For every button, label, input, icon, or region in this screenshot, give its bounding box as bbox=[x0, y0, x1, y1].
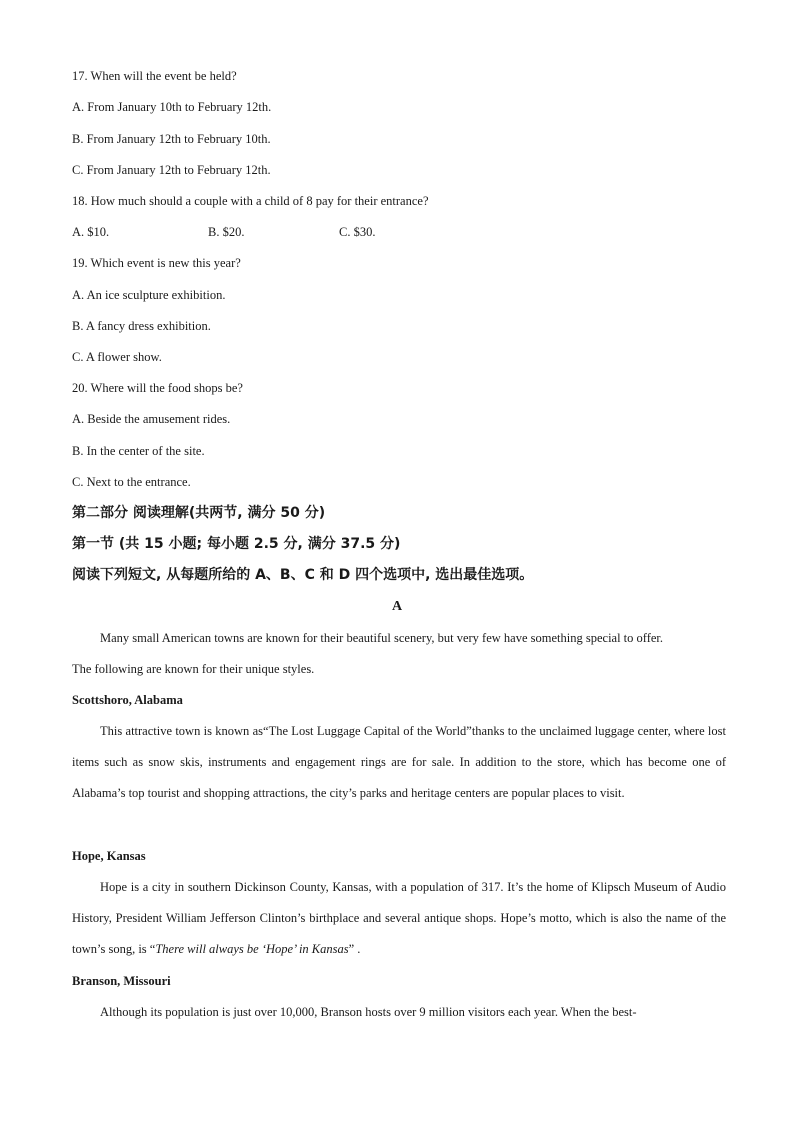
passage-letter: A bbox=[391, 599, 403, 614]
question-17-option-c: C. From January 12th to February 12th. bbox=[72, 163, 271, 177]
town-paragraph-scottshoro: This attractive town is known as“The Lost Luggage Capital of the World”thanks to the unclaimed luggage center, where lost items such as snow skis, instruments and engagement rings are for sale. In addition to the store, which has become one of Alabama’s top tourist and shopping attractions, the city’s parks and heritage centers are popular places to visit. bbox=[72, 724, 726, 801]
question-18-option-a: A. $10. bbox=[72, 225, 110, 239]
question-20-option-c: C. Next to the entrance. bbox=[72, 475, 191, 489]
question-19-option-a: A. An ice sculpture exhibition. bbox=[72, 288, 226, 302]
passage-intro-line-1: Many small American towns are known for their beautiful scenery, but very few have something special to offer. bbox=[100, 631, 664, 645]
question-17-option-a: A. From January 10th to February 12th. bbox=[72, 100, 272, 114]
question-17-option-b: B. From January 12th to February 10th. bbox=[72, 132, 271, 146]
passage-intro-line-2: The following are known for their unique styles. bbox=[72, 662, 315, 676]
hope-text-end: ” . bbox=[348, 942, 361, 957]
question-19-option-c: C. A flower show. bbox=[72, 350, 162, 364]
question-18-option-c: C. $30. bbox=[339, 225, 376, 239]
question-19-stem: 19. Which event is new this year? bbox=[72, 256, 241, 270]
town-heading-hope: Hope, Kansas bbox=[72, 849, 146, 863]
question-18-option-b: B. $20. bbox=[208, 225, 245, 239]
question-20-option-a: A. Beside the amusement rides. bbox=[72, 412, 231, 426]
hope-text: Hope is a city in southern Dickinson County, Kansas, with a population of 317. It’s the home of Klipsch Museum of Audio History, President William Jefferson Clinton’s birthplace and several antique shops. Hope’s motto, which is also the name of the town’s song, is “ bbox=[72, 880, 726, 957]
town-paragraph-hope bbox=[72, 872, 726, 966]
question-19-option-b: B. A fancy dress exhibition. bbox=[72, 319, 211, 333]
section-instructions: 阅读下列短文, 从每题所给的 A、B、C 和 D 四个选项中, 选出最佳选项。 bbox=[72, 567, 534, 583]
town-heading-branson: Branson, Missouri bbox=[72, 974, 171, 988]
town-heading-scottshoro: Scottshoro, Alabama bbox=[72, 693, 183, 707]
question-20-option-b: B. In the center of the site. bbox=[72, 444, 205, 458]
subsection-title: 第一节 (共 15 小题; 每小题 2.5 分, 满分 37.5 分) bbox=[72, 536, 401, 552]
town-paragraph-branson: Although its population is just over 10,000, Branson hosts over 9 million visitors each year. When the best- bbox=[100, 1005, 637, 1019]
question-18-stem: 18. How much should a couple with a child of 8 pay for their entrance? bbox=[72, 194, 429, 208]
question-17-stem: 17. When will the event be held? bbox=[72, 69, 237, 83]
hope-motto: There will always be ‘Hope’ in Kansas bbox=[155, 942, 349, 957]
part-title: 第二部分 阅读理解(共两节, 满分 50 分) bbox=[72, 505, 326, 521]
question-20-stem: 20. Where will the food shops be? bbox=[72, 381, 243, 395]
